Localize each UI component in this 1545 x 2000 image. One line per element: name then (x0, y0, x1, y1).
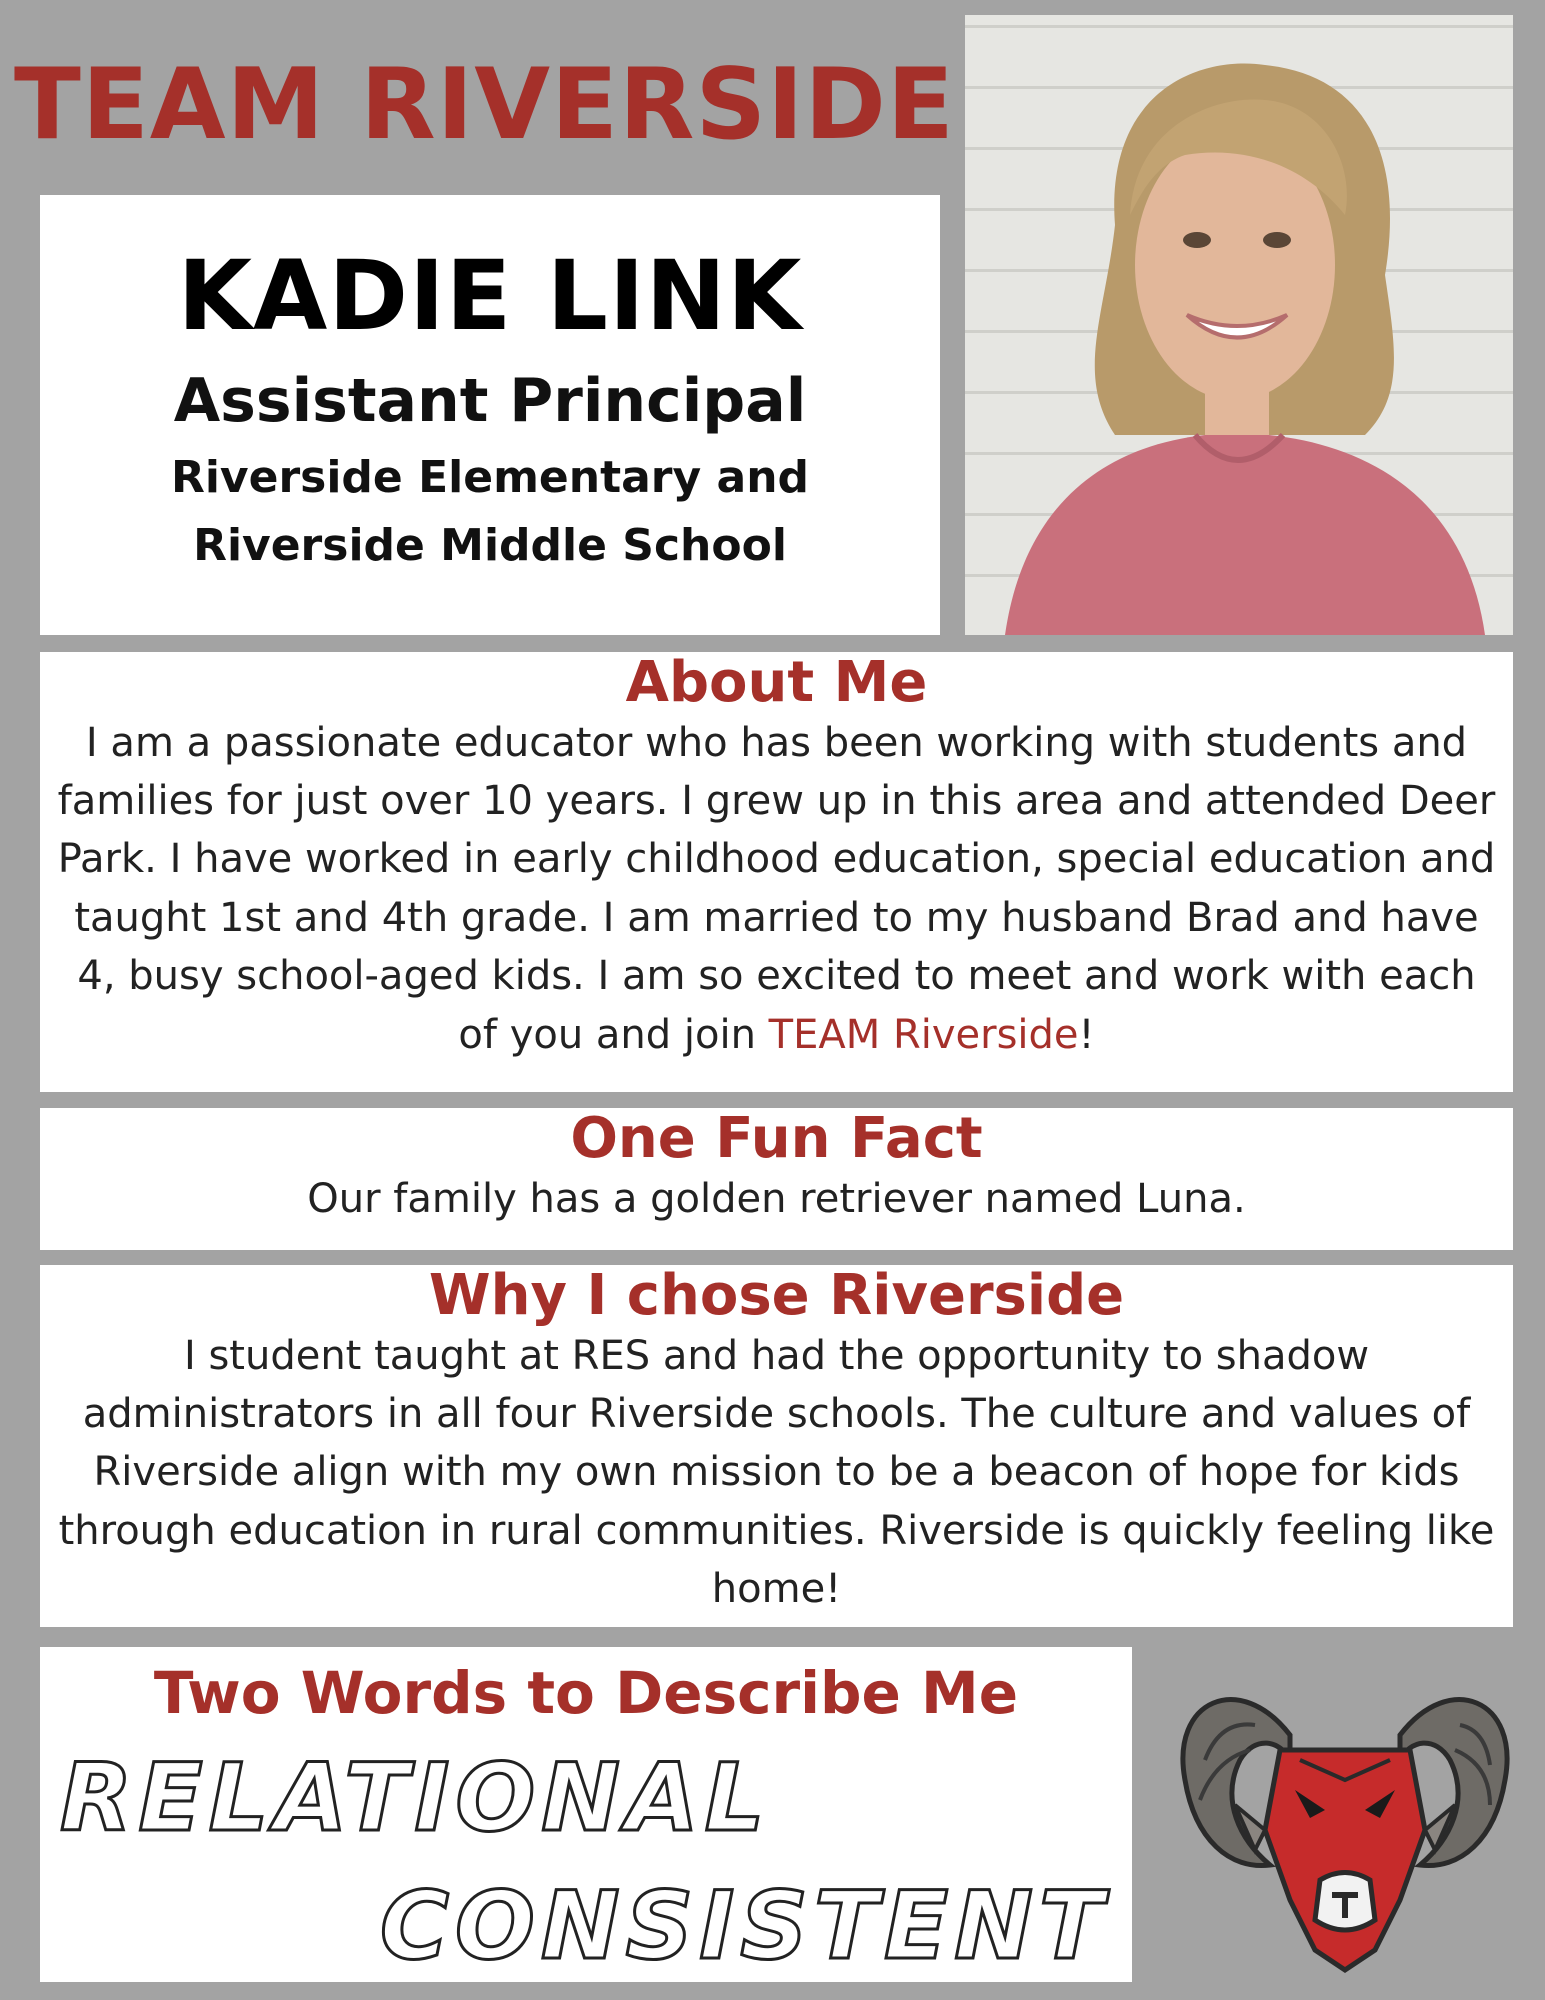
school-line-2: Riverside Middle School (193, 520, 787, 572)
two-words-heading: Two Words to Describe Me (153, 1659, 1019, 1727)
ram-mascot-icon (1160, 1640, 1530, 1985)
about-me-tail: ! (1078, 1011, 1095, 1058)
person-name: KADIE LINK (177, 240, 803, 352)
page-title: TEAM RIVERSIDE (14, 48, 955, 162)
about-me-text (40, 714, 1513, 1064)
why-riverside-heading: Why I chose Riverside (428, 1263, 1125, 1328)
portrait-illustration (965, 15, 1513, 635)
why-riverside-text: I student taught at RES and had the opportunity to shadow administrators in all four Riverside schools. The culture and values of Riverside align with my own mission to be a beacon of hope for kids through education in rural communities. Riverside is quickly feeling like home! (58, 1332, 1495, 1613)
about-me-body: I am a passionate educator who has been working with students and families for just over 10 years. I grew up in this area and attended Deer Park. I have worked in early childhood education, special education and taught 1st and 4th grade. I am married to my husband Brad and have 4, busy school-aged kids. I am so excited to meet and work with each of you and join (57, 719, 1496, 1058)
fun-fact-heading: One Fun Fact (570, 1106, 983, 1171)
school-name (40, 444, 940, 580)
fun-fact-section (40, 1108, 1513, 1250)
word-consistent: CONSISTENT (380, 1872, 1110, 1981)
name-card (40, 195, 940, 635)
about-me-heading: About Me (625, 650, 928, 715)
word-relational: RELATIONAL (60, 1744, 771, 1853)
why-riverside-section (40, 1265, 1513, 1627)
portrait-photo (965, 15, 1513, 635)
two-words-section (40, 1647, 1132, 1982)
team-riverside-highlight: TEAM Riverside (768, 1011, 1079, 1058)
fun-fact-text: Our family has a golden retriever named Luna. (307, 1175, 1246, 1222)
about-me-section (40, 652, 1513, 1092)
person-role: Assistant Principal (173, 366, 807, 436)
school-line-1: Riverside Elementary and (170, 452, 810, 503)
